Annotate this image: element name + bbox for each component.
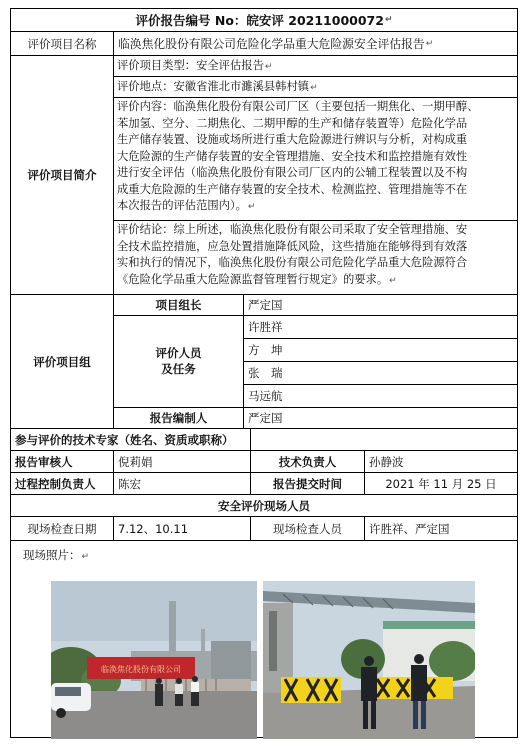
member-item: 方 坤 — [248, 342, 283, 357]
content-line: 进行安全评估（临涣焦化股份有限公司厂区内的公辅工程装置以及不构 — [117, 166, 468, 179]
content-line: 苯加氢、空分、二期焦化、二期甲醇的生产和储存装置等）危险化学品 — [117, 116, 468, 130]
compiler-label: 报告编制人 — [114, 407, 244, 429]
reviewer-value: 倪莉娟 — [114, 451, 251, 472]
site-photo-2 — [263, 581, 475, 739]
submit-label: 报告提交时间 — [251, 473, 365, 494]
project-location: 评价地点：安徽省淮北市濉溪县韩村镇↵ — [114, 77, 517, 98]
content-line: 评价内容：临涣焦化股份有限公司厂区（主要包括一期焦化、一期甲醇、 — [117, 100, 479, 113]
site-people-label: 现场检查人员 — [251, 517, 365, 540]
group-label: 评价项目组 — [11, 295, 114, 428]
process-label: 过程控制负责人 — [11, 473, 114, 494]
experts-label: 参与评价的技术专家（姓名、资质或职称） — [11, 429, 251, 450]
site-photo-1 — [51, 581, 257, 739]
member-item: 许胜祥 — [248, 319, 283, 334]
tech-lead-label: 技术负责人 — [251, 451, 365, 472]
project-content — [114, 98, 517, 221]
site-title: 安全评价现场人员 — [218, 498, 310, 513]
site-info-row — [11, 517, 517, 541]
site-title-row — [11, 495, 517, 517]
project-name-value: 临涣焦化股份有限公司危险化学品重大危险源安全评估报告 ↵ — [118, 37, 434, 51]
project-conclusion — [114, 221, 517, 295]
content-line: 本次报告的评估范围内）。↵ — [117, 199, 256, 212]
project-name-label: 评价项目名称 — [11, 32, 114, 55]
conclusion-line: 《危险化学品重大危险源监督管理暂行规定》的要求。↵ — [117, 272, 397, 286]
project-intro-label: 评价项目简介 — [11, 56, 114, 294]
conclusion-line: 全技术监控措施，应急处置措施降低风险，这些措施在能够得到有效落 — [117, 239, 468, 253]
member-item: 马远航 — [248, 388, 283, 403]
experts-value — [251, 429, 517, 450]
project-name-row — [11, 32, 517, 56]
report-number-row — [11, 9, 517, 32]
site-date-label: 现场检查日期 — [11, 517, 114, 540]
report-number: 评价报告编号 No：皖安评 20211000072 ↵ — [135, 13, 393, 28]
evaluation-report-table — [10, 8, 518, 738]
evaluation-group-row — [11, 295, 517, 429]
project-type: 评价项目类型：安全评估报告↵ — [114, 56, 517, 77]
leader-label: 项目组长 — [114, 295, 244, 315]
content-line: 成重大危险源的生产储存装置的安全技术、检测监控、管理措施等不在 — [117, 182, 468, 196]
leader-value: 严定国 — [248, 298, 283, 312]
process-row — [11, 473, 517, 495]
content-line: 大危险源的生产储存装置的安全管理措施、安全技术和监控措施有效性 — [117, 149, 468, 163]
gate-sign-text: 临涣焦化股份有限公司 — [101, 665, 181, 674]
experts-row — [11, 429, 517, 451]
member-item: 张 瑞 — [248, 365, 283, 380]
photos-label: 现场照片：↵ — [23, 548, 90, 562]
project-intro-content — [114, 56, 517, 294]
compiler-value: 严定国 — [248, 411, 283, 425]
site-date-value: 7.12、10.11 — [114, 517, 251, 540]
reviewer-row — [11, 451, 517, 473]
conclusion-line: 评价结论：综上所述，临涣焦化股份有限公司采取了安全管理措施、安 — [117, 223, 468, 236]
project-intro-row — [11, 56, 517, 295]
conclusion-line: 实和执行的情况下，临涣焦化股份有限公司危险化学品重大危险源符合 — [117, 256, 468, 269]
submit-date: 2021 年 11 月 25 日 — [385, 476, 497, 491]
tech-lead-value: 孙静波 — [369, 454, 404, 469]
content-line: 生产储存装置、设施或场所进行重大危险源进行辨识与分析，对构成重 — [117, 133, 468, 146]
group-members-block — [114, 295, 517, 428]
site-people-value: 许胜祥、严定国 — [369, 521, 450, 536]
process-value: 陈宏 — [114, 473, 251, 494]
members-label: 评价人员 及任务 — [114, 315, 244, 407]
reviewer-label: 报告审核人 — [11, 451, 114, 472]
